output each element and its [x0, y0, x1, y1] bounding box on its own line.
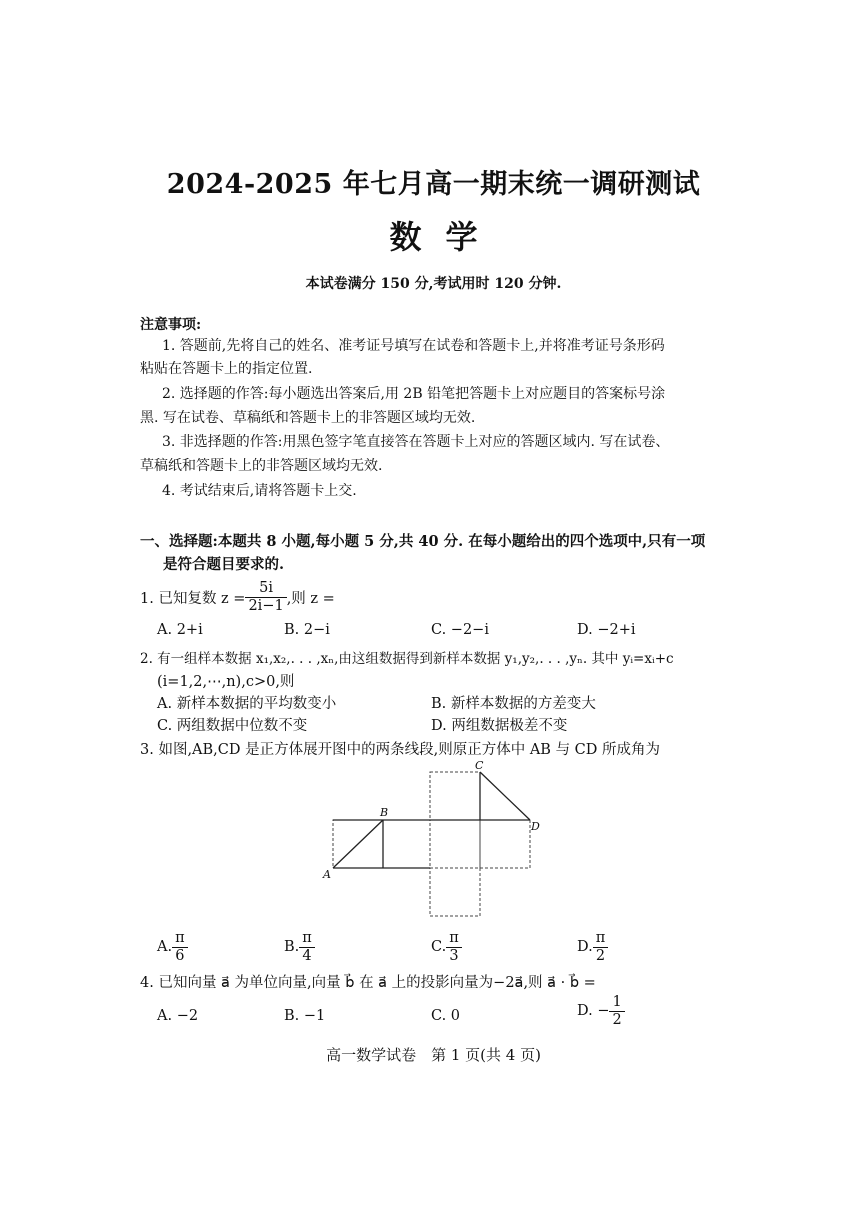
section-heading: 一、选择题:本题共 8 小题,每小题 5 分,共 40 分. 在每小题给出的四个选项中,只有一项: [140, 533, 706, 550]
fraction-denominator: 4: [302, 947, 312, 964]
fraction-numerator: π: [299, 930, 315, 948]
fraction-denominator: 2: [595, 947, 606, 964]
cube-net-diagram: [320, 760, 550, 925]
question-1: [140, 580, 335, 614]
notice-line: 1. 答题前,先将自己的姓名、准考证号填写在试卷和答题卡上,并将准考证号条形码: [162, 338, 665, 354]
q2-option-a: A. 新样本数据的平均数变小: [157, 696, 337, 712]
notice-line: 2. 选择题的作答:每小题选出答案后,用 2B 铅笔把答题卡上对应题目的答案标号涂: [162, 386, 666, 402]
q4-option-a: A. −2: [157, 1008, 199, 1024]
q3-option-letter: C.: [431, 939, 447, 956]
q1-suffix: ,则 z =: [286, 590, 335, 607]
q3-option-fraction: [446, 930, 462, 964]
fraction-numerator: π: [593, 930, 609, 948]
q4-option-d: [577, 994, 625, 1028]
net-face-3: [430, 820, 480, 868]
q4-option-letter: D. −: [577, 1003, 610, 1020]
notice-line: 3. 非选择题的作答:用黑色签字笔直接答在答题卡上对应的答题区域内. 写在试卷、: [162, 434, 670, 450]
label-a: A: [323, 868, 331, 881]
q3-option-a: [157, 930, 188, 964]
net-face-top: [430, 772, 480, 820]
label-d: D: [531, 820, 540, 833]
question-3: 3. 如图,AB,CD 是正方体展开图中的两条线段,则原正方体中 AB 与 CD 所成角为: [140, 742, 661, 758]
question-4: 4. 已知向量 a⃗ 为单位向量,向量 b⃗ 在 a⃗ 上的投影向量为−2a⃗,则 a⃗ · b⃗ =: [140, 975, 596, 991]
q3-option-fraction: [593, 930, 609, 964]
net-face-2: [383, 820, 430, 868]
q1-prefix: 1. 已知复数 z =: [140, 590, 246, 607]
exam-title: 2024-2025 年七月高一期末统一调研测试: [166, 169, 701, 200]
segment-cd: [480, 772, 530, 820]
fraction-denominator: 6: [175, 947, 185, 964]
q3-option-d: [577, 930, 608, 964]
notice-heading: 注意事项:: [140, 317, 202, 333]
notice-line: 4. 考试结束后,请将答题卡上交.: [162, 483, 357, 499]
net-face-4: [480, 820, 530, 868]
q3-option-letter: B.: [284, 939, 300, 956]
q1-fraction: [245, 580, 286, 614]
q3-option-c: [431, 930, 462, 964]
fraction-denominator: 2: [612, 1011, 622, 1028]
q3-option-letter: D.: [577, 939, 593, 956]
q1-denominator: 2i−1: [248, 597, 284, 614]
notice-line: 草稿纸和答题卡上的非答题区域均无效.: [140, 458, 383, 474]
notice-line: 黑. 写在试卷、草稿纸和答题卡上的非答题区域均无效.: [140, 410, 476, 426]
q3-option-fraction: [172, 930, 188, 964]
q1-option-c: C. −2−i: [431, 622, 489, 638]
q4-option-c: C. 0: [431, 1008, 461, 1024]
q2-option-d: D. 两组数据极差不变: [431, 718, 568, 734]
q3-option-b: [284, 930, 315, 964]
fraction-denominator: 3: [449, 947, 459, 964]
fraction-numerator: π: [446, 930, 462, 948]
segment-ab: [333, 820, 383, 868]
net-face-bottom: [430, 868, 480, 916]
q3-option-fraction: [299, 930, 315, 964]
q2-option-b: B. 新样本数据的方差变大: [431, 696, 596, 712]
q4-option-b: B. −1: [284, 1008, 326, 1024]
exam-info: 本试卷满分 150 分,考试用时 120 分钟.: [305, 276, 562, 292]
label-c: C: [475, 760, 484, 772]
notice-line: 粘贴在答题卡上的指定位置.: [140, 361, 313, 377]
q1-numerator: 5i: [245, 580, 286, 598]
subject-title: 数学: [389, 218, 502, 256]
label-b: B: [380, 806, 389, 819]
q4-option-fraction: [609, 994, 624, 1028]
page-footer: 高一数学试卷 第 1 页(共 4 页): [326, 1046, 541, 1064]
fraction-numerator: 1: [609, 994, 624, 1012]
question-2-cont: (i=1,2,⋯,n),c>0,则: [157, 674, 295, 690]
section-heading-cont: 是符合题目要求的.: [163, 556, 285, 573]
question-2: 2. 有一组样本数据 x₁,x₂,. . . ,xₙ,由这组数据得到新样本数据 y₁,y₂,. . . ,yₙ. 其中 yᵢ=xᵢ+c: [140, 651, 674, 667]
fraction-numerator: π: [172, 930, 188, 948]
q3-option-letter: A.: [157, 939, 173, 956]
q1-option-b: B. 2−i: [284, 622, 330, 638]
q1-option-d: D. −2+i: [577, 622, 636, 638]
q1-option-a: A. 2+i: [157, 622, 203, 638]
q2-option-c: C. 两组数据中位数不变: [157, 718, 308, 734]
